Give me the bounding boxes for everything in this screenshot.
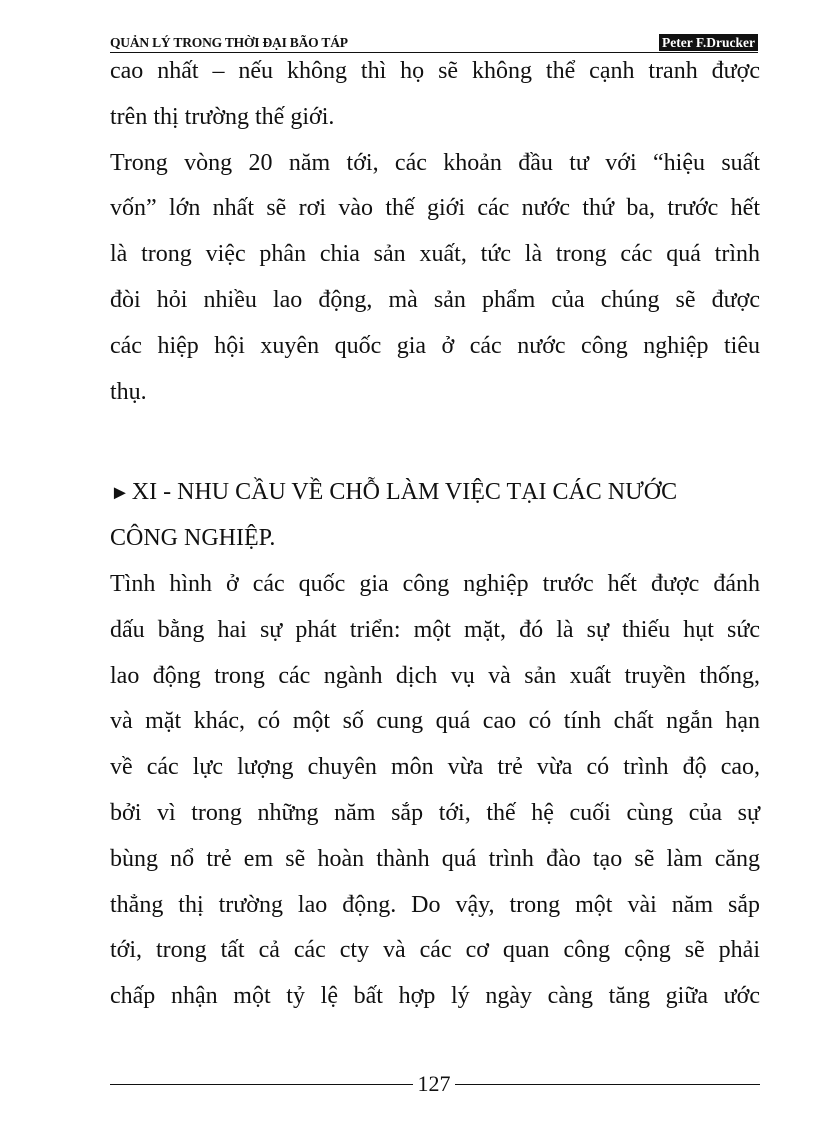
footer-rule [110,1084,413,1085]
footer-rule [455,1084,760,1085]
text-line: thẳng thị trường lao động. Do vậy, trong một vài năm sắp [110,891,760,918]
text-line: Trong vòng 20 năm tới, các khoản đầu tư với “hiệu suất [110,149,760,176]
text-line: trên thị trường thế giới. [110,103,335,130]
text-line: dấu bằng hai sự phát triển: một mặt, đó là sự thiếu hụt sức [110,616,760,643]
text-line: và mặt khác, có một số cung quá cao có tính chất ngắn hạn [110,708,760,735]
text-line: đòi hỏi nhiều lao động, mà sản phẩm của chúng sẽ được [110,286,760,313]
bullet-arrow-icon: ► [110,482,130,505]
paragraph-continuation [110,49,760,141]
page-body [110,49,760,1020]
author-label: Peter F.Drucker [659,34,758,51]
text-line: là trong việc phân chia sản xuất, tức là trong các quá trình [110,241,760,268]
text-line: các hiệp hội xuyên quốc gia ở các nước công nghiệp tiêu [110,332,760,359]
text-line: cao nhất – nếu không thì họ sẽ không thể cạnh tranh được [110,58,760,84]
text-line: vốn” lớn nhất sẽ rơi vào thế giới các nước thứ ba, trước hết [110,195,760,222]
text-line: bởi vì trong những năm sắp tới, thế hệ cuối cùng của sự [110,799,760,826]
section-heading [110,470,760,562]
paragraph-investment [110,141,760,416]
paragraph-industrial-situation [110,562,760,1020]
text-line: tới, trong tất cả các cty và các cơ quan công cộng sẽ phải [110,937,760,964]
text-line: bùng nổ trẻ em sẽ hoàn thành quá trình đào tạo sẽ làm căng [110,845,760,872]
text-line: thụ. [110,378,147,405]
text-line: Tình hình ở các quốc gia công nghiệp trước hết được đánh [110,570,760,597]
heading-line [110,470,760,516]
book-title: QUẢN LÝ TRONG THỜI ĐẠI BÃO TÁP [110,35,348,50]
page-number: 127 [417,1071,451,1096]
text-line: lao động trong các ngành dịch vụ và sản xuất truyền thống, [110,662,760,689]
heading-text: XI - NHU CẦU VỀ CHỖ LÀM VIỆC TẠI CÁC NƯỚC [131,479,678,506]
text-line: chấp nhận một tỷ lệ bất hợp lý ngày càng tăng giữa ước [110,983,760,1010]
text-line: về các lực lượng chuyên môn vừa trẻ vừa có trình độ cao, [110,754,760,781]
heading-line: CÔNG NGHIỆP. [110,525,276,552]
spacer [110,415,760,470]
page-footer [110,1072,760,1096]
